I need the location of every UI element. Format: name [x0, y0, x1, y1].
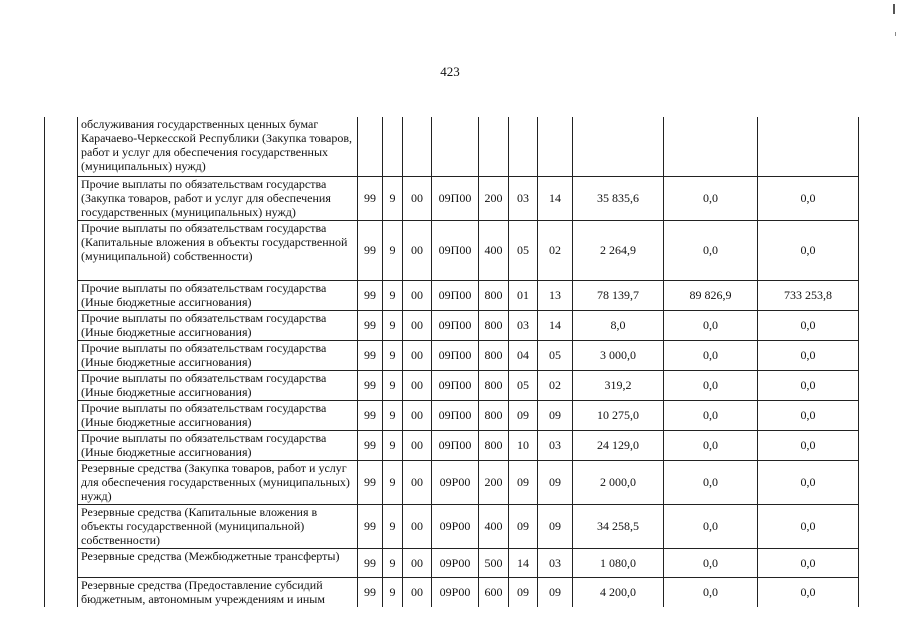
- subprogram-code-cell: 9: [383, 504, 403, 548]
- subprogram-code-cell: 9: [383, 460, 403, 504]
- expense-name-cell: Резервные средства (Межбюджетные трансферты): [78, 548, 358, 577]
- program-code-cell: 99: [358, 280, 383, 310]
- subsection-code-cell: 03: [538, 430, 573, 460]
- expense-name-cell: обслуживания государственных ценных бумаг Карачаево-Черкесской Республики (Закупка товаров, работ и услуг для обеспечения государственных (муниципальных) нужд): [78, 117, 358, 176]
- subsection-code-cell: 09: [538, 504, 573, 548]
- section-code-cell: 10: [509, 430, 538, 460]
- expense-name-cell: Прочие выплаты по обязательствам государства (Иные бюджетные ассигнования): [78, 340, 358, 370]
- direction-code-cell: 00: [403, 577, 432, 607]
- direction-code-cell: [403, 117, 432, 176]
- target-article-code-cell: 09П00: [432, 430, 479, 460]
- subprogram-code-cell: 9: [383, 430, 403, 460]
- subsection-code-cell: 09: [538, 460, 573, 504]
- direction-code-cell: 00: [403, 310, 432, 340]
- amount-year-2-cell: 0,0: [664, 370, 758, 400]
- subprogram-code-cell: 9: [383, 176, 403, 220]
- table-row: [45, 460, 859, 504]
- direction-code-cell: 00: [403, 176, 432, 220]
- section-code-cell: 09: [509, 400, 538, 430]
- row-number-cell: [45, 176, 78, 220]
- expense-name-cell: Резервные средства (Капитальные вложения в объекты государственной (муниципальной) собственности): [78, 504, 358, 548]
- expense-name-cell: Прочие выплаты по обязательствам государства (Иные бюджетные ассигнования): [78, 430, 358, 460]
- amount-year-3-cell: 0,0: [758, 548, 859, 577]
- table-row: [45, 548, 859, 577]
- row-number-cell: [45, 370, 78, 400]
- subprogram-code-cell: 9: [383, 548, 403, 577]
- section-code-cell: 03: [509, 176, 538, 220]
- target-article-code-cell: 09П00: [432, 176, 479, 220]
- target-article-code-cell: 09Р00: [432, 548, 479, 577]
- table-row: [45, 504, 859, 548]
- amount-year-2-cell: 0,0: [664, 176, 758, 220]
- section-code-cell: 14: [509, 548, 538, 577]
- expense-name-cell: Прочие выплаты по обязательствам государства (Закупка товаров, работ и услуг для обеспечения государственных (муниципальных) нужд): [78, 176, 358, 220]
- amount-year-3-cell: 0,0: [758, 220, 859, 280]
- target-article-code-cell: 09П00: [432, 340, 479, 370]
- section-code-cell: 09: [509, 504, 538, 548]
- table-row: [45, 370, 859, 400]
- direction-code-cell: 00: [403, 460, 432, 504]
- subsection-code-cell: 09: [538, 400, 573, 430]
- amount-year-2-cell: 89 826,9: [664, 280, 758, 310]
- expense-name-cell: Прочие выплаты по обязательствам государства (Иные бюджетные ассигнования): [78, 310, 358, 340]
- direction-code-cell: 00: [403, 504, 432, 548]
- expense-type-code-cell: 800: [479, 280, 509, 310]
- row-number-cell: [45, 310, 78, 340]
- row-number-cell: [45, 117, 78, 176]
- amount-year-1-cell: [573, 117, 664, 176]
- scan-edge-mark: [893, 4, 895, 14]
- target-article-code-cell: [432, 117, 479, 176]
- expense-type-code-cell: 800: [479, 430, 509, 460]
- program-code-cell: 99: [358, 340, 383, 370]
- subsection-code-cell: 13: [538, 280, 573, 310]
- program-code-cell: 99: [358, 504, 383, 548]
- program-code-cell: 99: [358, 577, 383, 607]
- direction-code-cell: 00: [403, 220, 432, 280]
- subsection-code-cell: 05: [538, 340, 573, 370]
- amount-year-2-cell: 0,0: [664, 548, 758, 577]
- subsection-code-cell: 14: [538, 176, 573, 220]
- amount-year-2-cell: 0,0: [664, 340, 758, 370]
- direction-code-cell: 00: [403, 340, 432, 370]
- program-code-cell: 99: [358, 370, 383, 400]
- section-code-cell: 01: [509, 280, 538, 310]
- expense-type-code-cell: 800: [479, 310, 509, 340]
- expense-type-code-cell: 800: [479, 340, 509, 370]
- section-code-cell: 05: [509, 370, 538, 400]
- amount-year-3-cell: 0,0: [758, 310, 859, 340]
- amount-year-1-cell: 1 080,0: [573, 548, 664, 577]
- budget-table: [44, 117, 859, 607]
- amount-year-1-cell: 3 000,0: [573, 340, 664, 370]
- amount-year-2-cell: 0,0: [664, 430, 758, 460]
- amount-year-3-cell: 0,0: [758, 460, 859, 504]
- section-code-cell: 05: [509, 220, 538, 280]
- subprogram-code-cell: 9: [383, 400, 403, 430]
- amount-year-3-cell: 733 253,8: [758, 280, 859, 310]
- expense-type-code-cell: 200: [479, 460, 509, 504]
- expense-name-cell: Прочие выплаты по обязательствам государства (Капитальные вложения в объекты государственной (муниципальной) собственности): [78, 220, 358, 280]
- row-number-cell: [45, 280, 78, 310]
- amount-year-1-cell: 34 258,5: [573, 504, 664, 548]
- amount-year-1-cell: 2 264,9: [573, 220, 664, 280]
- subsection-code-cell: 03: [538, 548, 573, 577]
- table-row: [45, 430, 859, 460]
- table-row: [45, 176, 859, 220]
- row-number-cell: [45, 340, 78, 370]
- amount-year-2-cell: 0,0: [664, 504, 758, 548]
- table-row: [45, 400, 859, 430]
- amount-year-3-cell: [758, 117, 859, 176]
- page-number: 423: [440, 64, 460, 79]
- expense-name-cell: Прочие выплаты по обязательствам государства (Иные бюджетные ассигнования): [78, 400, 358, 430]
- target-article-code-cell: 09П00: [432, 310, 479, 340]
- expense-type-code-cell: 500: [479, 548, 509, 577]
- amount-year-3-cell: 0,0: [758, 577, 859, 607]
- target-article-code-cell: 09П00: [432, 400, 479, 430]
- amount-year-2-cell: 0,0: [664, 310, 758, 340]
- amount-year-2-cell: 0,0: [664, 460, 758, 504]
- amount-year-3-cell: 0,0: [758, 504, 859, 548]
- amount-year-1-cell: 319,2: [573, 370, 664, 400]
- section-code-cell: 09: [509, 460, 538, 504]
- subprogram-code-cell: 9: [383, 370, 403, 400]
- program-code-cell: 99: [358, 548, 383, 577]
- expense-name-cell: Резервные средства (Предоставление субсидий бюджетным, автономным учреждениям и иным: [78, 577, 358, 607]
- target-article-code-cell: 09П00: [432, 280, 479, 310]
- subprogram-code-cell: 9: [383, 340, 403, 370]
- amount-year-2-cell: 0,0: [664, 400, 758, 430]
- expense-type-code-cell: 600: [479, 577, 509, 607]
- expense-type-code-cell: 400: [479, 504, 509, 548]
- direction-code-cell: 00: [403, 430, 432, 460]
- expense-type-code-cell: [479, 117, 509, 176]
- subprogram-code-cell: [383, 117, 403, 176]
- subprogram-code-cell: 9: [383, 220, 403, 280]
- row-number-cell: [45, 577, 78, 607]
- row-number-cell: [45, 220, 78, 280]
- amount-year-2-cell: [664, 117, 758, 176]
- table-row: [45, 117, 859, 176]
- subsection-code-cell: 09: [538, 577, 573, 607]
- subsection-code-cell: [538, 117, 573, 176]
- expense-name-cell: Прочие выплаты по обязательствам государства (Иные бюджетные ассигнования): [78, 280, 358, 310]
- expense-name-cell: Резервные средства (Закупка товаров, работ и услуг для обеспечения государственных (муниципальных) нужд): [78, 460, 358, 504]
- program-code-cell: 99: [358, 176, 383, 220]
- row-number-cell: [45, 460, 78, 504]
- direction-code-cell: 00: [403, 548, 432, 577]
- amount-year-3-cell: 0,0: [758, 400, 859, 430]
- subsection-code-cell: 02: [538, 220, 573, 280]
- expense-type-code-cell: 200: [479, 176, 509, 220]
- row-number-cell: [45, 504, 78, 548]
- table-row: [45, 220, 859, 280]
- program-code-cell: 99: [358, 430, 383, 460]
- row-number-cell: [45, 548, 78, 577]
- row-number-cell: [45, 400, 78, 430]
- section-code-cell: [509, 117, 538, 176]
- amount-year-1-cell: 35 835,6: [573, 176, 664, 220]
- target-article-code-cell: 09Р00: [432, 504, 479, 548]
- table-row: [45, 280, 859, 310]
- table-row: [45, 577, 859, 607]
- scan-edge-mark: [895, 32, 896, 36]
- expense-name-cell: Прочие выплаты по обязательствам государства (Иные бюджетные ассигнования): [78, 370, 358, 400]
- section-code-cell: 03: [509, 310, 538, 340]
- amount-year-3-cell: 0,0: [758, 176, 859, 220]
- section-code-cell: 09: [509, 577, 538, 607]
- expense-type-code-cell: 800: [479, 370, 509, 400]
- table-row: [45, 310, 859, 340]
- subprogram-code-cell: 9: [383, 280, 403, 310]
- program-code-cell: 99: [358, 400, 383, 430]
- amount-year-3-cell: 0,0: [758, 370, 859, 400]
- expense-type-code-cell: 800: [479, 400, 509, 430]
- table-body: [45, 117, 859, 607]
- amount-year-3-cell: 0,0: [758, 340, 859, 370]
- program-code-cell: [358, 117, 383, 176]
- section-code-cell: 04: [509, 340, 538, 370]
- amount-year-1-cell: 78 139,7: [573, 280, 664, 310]
- amount-year-1-cell: 8,0: [573, 310, 664, 340]
- program-code-cell: 99: [358, 220, 383, 280]
- direction-code-cell: 00: [403, 400, 432, 430]
- subsection-code-cell: 02: [538, 370, 573, 400]
- table-row: [45, 340, 859, 370]
- direction-code-cell: 00: [403, 280, 432, 310]
- row-number-cell: [45, 430, 78, 460]
- target-article-code-cell: 09П00: [432, 220, 479, 280]
- expense-type-code-cell: 400: [479, 220, 509, 280]
- target-article-code-cell: 09Р00: [432, 577, 479, 607]
- subsection-code-cell: 14: [538, 310, 573, 340]
- program-code-cell: 99: [358, 460, 383, 504]
- program-code-cell: 99: [358, 310, 383, 340]
- target-article-code-cell: 09П00: [432, 370, 479, 400]
- amount-year-2-cell: 0,0: [664, 577, 758, 607]
- amount-year-1-cell: 2 000,0: [573, 460, 664, 504]
- amount-year-1-cell: 10 275,0: [573, 400, 664, 430]
- amount-year-1-cell: 4 200,0: [573, 577, 664, 607]
- direction-code-cell: 00: [403, 370, 432, 400]
- amount-year-2-cell: 0,0: [664, 220, 758, 280]
- subprogram-code-cell: 9: [383, 577, 403, 607]
- target-article-code-cell: 09Р00: [432, 460, 479, 504]
- amount-year-1-cell: 24 129,0: [573, 430, 664, 460]
- subprogram-code-cell: 9: [383, 310, 403, 340]
- amount-year-3-cell: 0,0: [758, 430, 859, 460]
